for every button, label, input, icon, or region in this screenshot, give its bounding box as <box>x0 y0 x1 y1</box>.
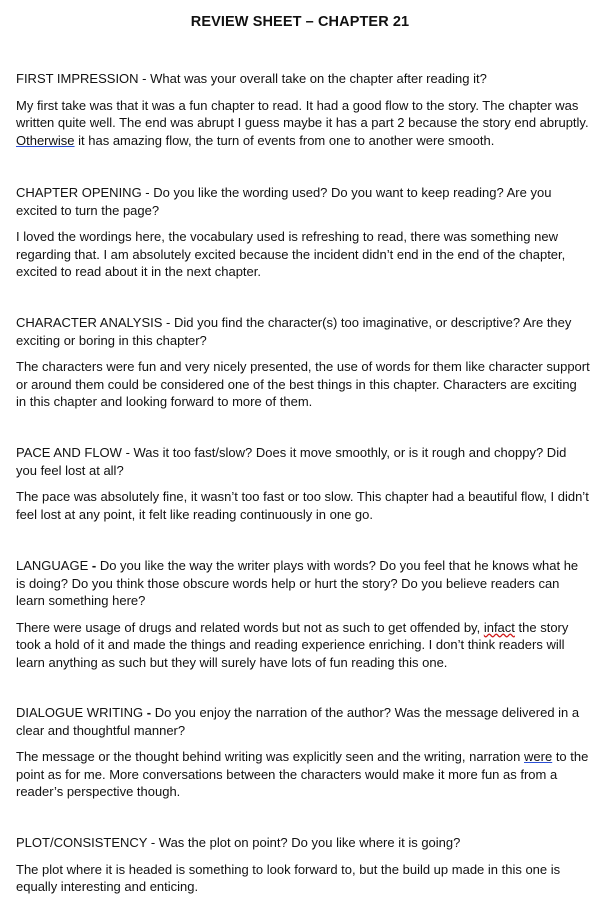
section-answer: I loved the wordings here, the vocabulary used is refreshing to read, there was something new regarding that. I am absolutely excited because the incident didn’t end in the end of the chapter, excited to read about it in the next chapter. <box>16 229 566 279</box>
section-question <box>16 557 590 610</box>
section-heading: LANGUAGE <box>16 558 89 573</box>
question-text: - Did you find the character(s) too imaginative, or descriptive? Are they exciting or boring in this chapter? <box>16 315 572 348</box>
section-first-impression <box>16 70 590 149</box>
section-answer <box>16 748 590 801</box>
section-question <box>16 314 590 349</box>
section-dialogue-writing <box>16 704 590 801</box>
question-text: - Was the plot on point? Do you like where it is going? <box>147 835 461 850</box>
answer-text: the story took a hold of it and made the things and reading experience enriching. I don’t think readers will learn anything as such but they will surely have lots of fun reading this one. <box>16 619 569 670</box>
section-answer: The characters were fun and very nicely presented, the use of words for them like character support or around them could be considered one of the best things in this chapter. Characters are exciting in this chapter and looking forward to more of them. <box>16 359 590 409</box>
answer-text: to the point as for me. More conversations between the characters would make it more fun as from a reader’s perspective though. <box>16 749 589 799</box>
question-dash: - <box>88 558 97 573</box>
section-heading: PACE AND FLOW <box>16 445 122 460</box>
section-answer: The plot where it is headed is something to look forward to, but the build up made in this one is equally interesting and enticing. <box>16 861 561 894</box>
section-question <box>16 834 590 852</box>
section-question <box>16 444 590 479</box>
section-heading: CHARACTER ANALYSIS <box>16 315 163 330</box>
spelling-flagged-word: infact <box>483 619 515 635</box>
section-chapter-opening <box>16 184 590 281</box>
section-answer <box>16 619 590 672</box>
answer-text: it has amazing flow, the turn of events from one to another were smooth. <box>74 132 495 148</box>
section-plot-consistency <box>16 834 590 896</box>
question-text: - Was it too fast/slow? Does it move smoothly, or is it rough and choppy? Did you feel lost at all? <box>16 445 567 478</box>
question-text: - What was your overall take on the chapter after reading it? <box>138 71 487 86</box>
answer-text: The message or the thought behind writing was explicitly seen and the writing, narration <box>16 749 525 764</box>
question-text: - Do you like the wording used? Do you want to keep reading? Are you excited to turn the page? <box>16 185 552 218</box>
section-heading: PLOT/CONSISTENCY <box>16 835 148 850</box>
question-text: Do you enjoy the narration of the author? Was the message delivered in a clear and thoughtful manner? <box>16 705 580 738</box>
section-heading: FIRST IMPRESSION <box>16 71 139 86</box>
question-dash: - <box>143 705 152 720</box>
section-question <box>16 70 590 88</box>
answer-text: There were usage of drugs and related words but not as such to get offended by, <box>16 619 484 635</box>
section-question <box>16 704 590 739</box>
section-answer <box>16 97 590 150</box>
page-title: REVIEW SHEET – CHAPTER 21 <box>190 14 410 30</box>
section-answer: The pace was absolutely fine, it wasn’t too fast or too slow. This chapter had a beautiful flow, I didn’t feel lost at any point, it felt like reading continuously in one go. <box>16 489 589 522</box>
question-text: Do you like the way the writer plays with words? Do you feel that he knows what he is doing? Do you think those obscure words help or hurt the story? Do you believe readers can learn something here? <box>16 558 579 608</box>
section-question <box>16 184 590 219</box>
grammar-flagged-word: were <box>524 749 553 764</box>
section-language <box>16 557 590 671</box>
section-pace-and-flow <box>16 444 590 523</box>
section-heading: CHAPTER OPENING <box>16 185 142 200</box>
section-character-analysis <box>16 314 590 411</box>
grammar-flagged-word: Otherwise <box>16 132 75 148</box>
section-heading: DIALOGUE WRITING <box>16 705 144 720</box>
answer-text: My first take was that it was a fun chapter to read. It had a good flow to the story. The chapter was written quite well. The end was abrupt I guess maybe it has a part 2 because the story end abruptly. <box>16 97 589 130</box>
